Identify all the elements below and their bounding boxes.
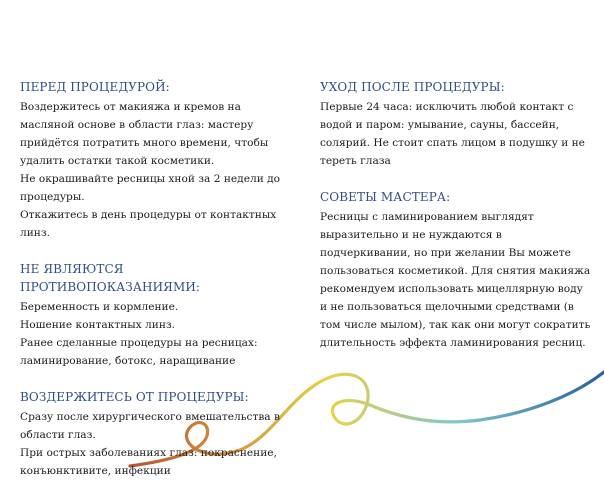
section-paragraph: Первые 24 часа: исключить любой контакт с водой и паром: умывание, сауны, бассейн, солярий. Не стоит спать лицом в подушку и не тереть глаза — [320, 101, 585, 167]
section-paragraph: Сразу после хирургического вмешательства в области глаз. — [20, 411, 280, 441]
section-paragraph: Ранее сделанные процедуры на ресницах: ламинирование, ботокс, наращивание — [20, 337, 258, 367]
section-heading: ВОЗДЕРЖИТЕСЬ ОТ ПРОЦЕДУРЫ: — [20, 390, 249, 404]
section-refrain-from-procedure — [20, 388, 290, 480]
section-heading: ПЕРЕД ПРОЦЕДУРОЙ: — [20, 80, 170, 94]
section-paragraph: Не окрашивайте ресницы хной за 2 недели до процедуры. — [20, 173, 281, 203]
section-heading: НЕ ЯВЛЯЮТСЯ ПРОТИВОПОКАЗАНИЯМИ: — [20, 262, 201, 294]
section-master-tips — [320, 188, 592, 352]
section-paragraph: Откажитесь в день процедуры от контактных линз. — [20, 209, 277, 239]
section-paragraph: Беременность и кормление. — [20, 301, 179, 313]
section-before-procedure — [20, 78, 290, 242]
section-paragraph: При острых заболеваниях глаз: покраснение, конъюнктивите, инфекции — [20, 447, 277, 477]
section-heading: УХОД ПОСЛЕ ПРОЦЕДУРЫ: — [320, 80, 505, 94]
section-heading: СОВЕТЫ МАСТЕРА: — [320, 190, 451, 204]
section-aftercare — [320, 78, 592, 170]
section-paragraph: Воздержитесь от макияжа и кремов на масляной основе в области глаз: мастеру прийдётся потратить много времени, чтобы удалить остатки такой косметики. — [20, 101, 269, 167]
section-paragraph: Ношение контактных линз. — [20, 319, 176, 331]
right-column — [320, 78, 592, 370]
section-paragraph: Ресницы с ламинированием выглядят выразительно и не нуждаются в подчеркивании, но при желании Вы можете пользоваться косметикой. Для снятия макияжа рекомендуем использовать мицеллярную воду и не пользоваться щелочными средствами (в том числе мылом), так как они могут сократить длительность эффекта ламинирования ресниц. — [320, 211, 591, 349]
section-not-contraindications — [20, 260, 290, 370]
left-column — [20, 78, 290, 498]
